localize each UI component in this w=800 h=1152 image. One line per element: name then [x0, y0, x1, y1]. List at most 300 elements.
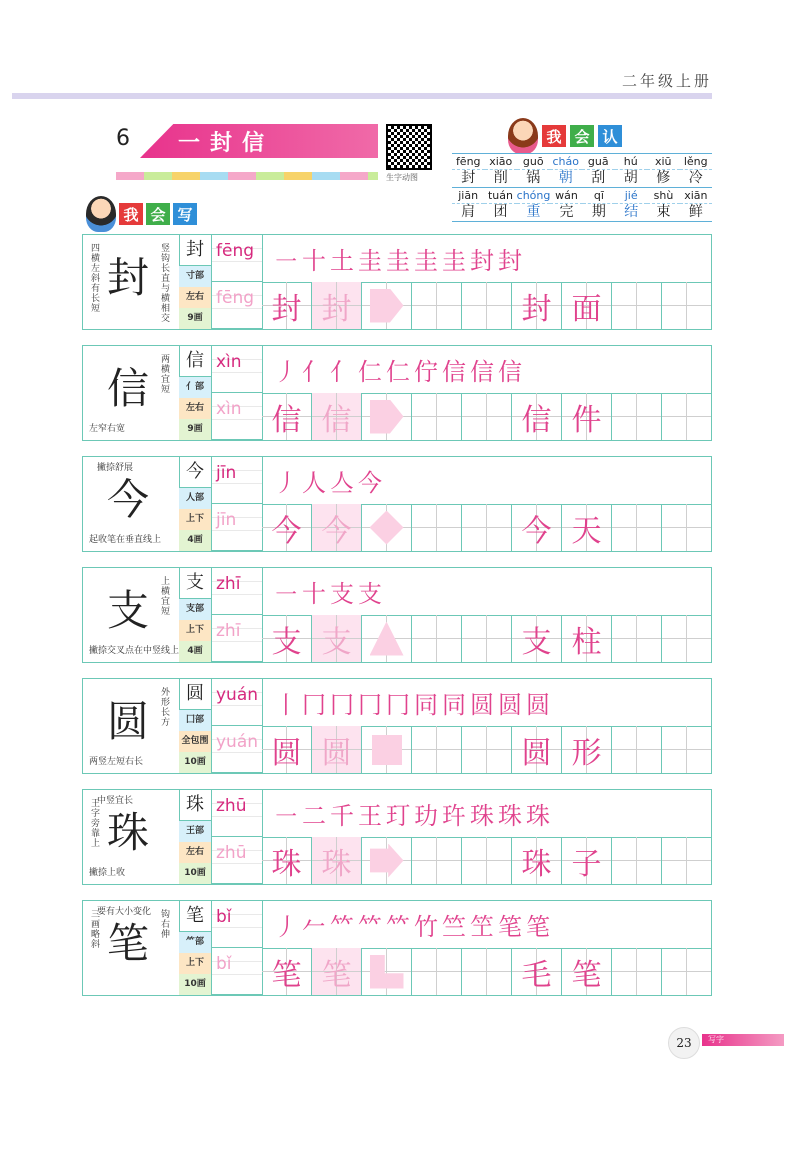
- stroke-step: ㇐: [274, 247, 298, 275]
- girl-avatar-icon: [508, 118, 538, 154]
- practice-cell-empty[interactable]: [462, 837, 512, 884]
- write-badge: 写: [173, 203, 197, 225]
- practice-cells: [262, 504, 711, 551]
- stroke-step: 珠: [526, 802, 550, 830]
- shape-hint-icon: [370, 622, 404, 656]
- stroke-step: 丨: [274, 691, 298, 719]
- model-character: 支: [107, 586, 150, 635]
- hanzi: 结: [615, 203, 647, 221]
- shape-hint-icon: [372, 735, 402, 765]
- stroke-step: 亻: [302, 358, 326, 386]
- note-right: 两横宜短: [159, 354, 169, 394]
- practice-cell-word: 柱: [562, 615, 612, 662]
- hanzi: 胡: [615, 169, 648, 187]
- pinyin-box: [212, 235, 263, 329]
- stroke-step: 王: [358, 802, 382, 830]
- model-box: [83, 346, 180, 440]
- info-character: 支: [179, 568, 211, 599]
- stroke-step: 珠: [470, 802, 494, 830]
- practice-cell-empty[interactable]: [412, 282, 462, 329]
- practice-cell-word: 形: [562, 726, 612, 773]
- recognize-badge: 认: [598, 125, 622, 147]
- shape-hint-icon: [370, 844, 404, 878]
- pinyin-solid: [212, 346, 262, 393]
- info-structure: 上下: [179, 953, 211, 974]
- practice-cell-word: 今: [512, 504, 562, 551]
- stroke-order: [262, 235, 711, 283]
- stroke-step: 人: [302, 469, 326, 497]
- shape-hint-icon: [370, 511, 404, 545]
- pinyin: xiāo: [489, 155, 513, 168]
- stroke-step: 笁: [470, 913, 494, 941]
- recognize-cell: [485, 154, 518, 187]
- pinyin-trace[interactable]: [212, 282, 262, 329]
- character-row: [82, 345, 712, 441]
- pinyin-box: [212, 568, 263, 662]
- note-top: 中竖宜长: [97, 796, 134, 806]
- character-row: [82, 456, 712, 552]
- note-right: 竖钩长直与横相交: [159, 243, 169, 323]
- pinyin-solid: [212, 235, 262, 282]
- practice-cell-word: 子: [562, 837, 612, 884]
- stroke-order: [262, 679, 711, 727]
- pinyin-solid: [212, 568, 262, 615]
- write-badge: 会: [146, 203, 170, 225]
- info-radical: 亻部: [179, 377, 211, 398]
- note-bottom: 两竖左短右长: [89, 757, 144, 767]
- stroke-step: 冂: [330, 691, 354, 719]
- stroke-step: 仁: [358, 358, 382, 386]
- practice-cell-model: 珠: [262, 837, 312, 884]
- pinyin-text: bǐ: [216, 907, 232, 927]
- practice-cell-model: 信: [262, 393, 312, 440]
- stroke-step: 封: [498, 247, 522, 275]
- char-info: [179, 346, 212, 440]
- pinyin: jié: [624, 189, 638, 202]
- practice-cell-empty[interactable]: [462, 282, 512, 329]
- pinyin-solid: [212, 679, 262, 726]
- info-radical: 支部: [179, 599, 211, 620]
- practice-cell-empty[interactable]: [662, 615, 711, 662]
- info-stroke-count: 4画: [179, 641, 211, 662]
- info-radical: 王部: [179, 821, 211, 842]
- hanzi: 锅: [517, 169, 550, 187]
- hanzi: 封: [452, 169, 485, 187]
- practice-cell-trace[interactable]: 珠: [312, 837, 362, 884]
- stroke-step: 玝: [442, 802, 466, 830]
- pinyin-trace-text: bǐ: [216, 954, 232, 974]
- model-character: 珠: [107, 808, 150, 857]
- pinyin: fēng: [455, 155, 481, 168]
- practice-cell-empty[interactable]: [612, 504, 662, 551]
- pinyin: chóng: [516, 189, 551, 202]
- hanzi: 肩: [452, 203, 484, 221]
- practice-cell-word: 件: [562, 393, 612, 440]
- practice-cell-empty[interactable]: [662, 948, 711, 995]
- practice-cell-word: 圆: [512, 726, 562, 773]
- stroke-step: 支: [358, 580, 382, 608]
- info-radical: 囗部: [179, 710, 211, 731]
- practice-cell-empty[interactable]: [462, 726, 512, 773]
- note-top: 撇捺舒展: [97, 463, 134, 473]
- character-row: [82, 789, 712, 885]
- pinyin: lěng: [683, 155, 708, 168]
- practice-cell-word: 笔: [562, 948, 612, 995]
- practice-cell-trace[interactable]: 支: [312, 615, 362, 662]
- hanzi: 鲜: [680, 203, 712, 221]
- info-character: 今: [179, 457, 211, 488]
- practice-cell-shape[interactable]: [362, 504, 412, 551]
- pinyin: cháo: [552, 155, 579, 168]
- practice-cells: [262, 837, 711, 884]
- pinyin: wán: [555, 189, 578, 202]
- pinyin: hú: [623, 155, 638, 168]
- stroke-step: 今: [358, 469, 382, 497]
- pinyin-trace[interactable]: [212, 948, 262, 995]
- info-stroke-count: 10画: [179, 863, 211, 884]
- practice-cell-empty[interactable]: [412, 393, 462, 440]
- stroke-step: 同: [442, 691, 466, 719]
- pinyin-solid: [212, 457, 262, 504]
- pinyin-trace[interactable]: [212, 393, 262, 440]
- practice-cell-empty[interactable]: [462, 615, 512, 662]
- info-stroke-count: 10画: [179, 752, 211, 773]
- lesson-number: 6: [116, 126, 130, 151]
- stroke-order: [262, 901, 711, 949]
- recognize-cell: [615, 154, 648, 187]
- stroke-step: 佇: [414, 358, 438, 386]
- character-row: [82, 678, 712, 774]
- hanzi: 束: [647, 203, 679, 221]
- practice-cell-model: 圆: [262, 726, 312, 773]
- model-box: [83, 790, 180, 884]
- hanzi: 朝: [550, 169, 583, 187]
- practice-cell-shape[interactable]: [362, 282, 412, 329]
- pinyin-box: [212, 901, 263, 995]
- recognize-cell: [615, 188, 647, 221]
- practice-cell-trace[interactable]: 笔: [312, 948, 362, 995]
- practice-cell-empty[interactable]: [662, 726, 711, 773]
- pinyin-box: [212, 457, 263, 551]
- hanzi: 完: [550, 203, 582, 221]
- note-left: 四横左斜有长短: [89, 243, 99, 313]
- pinyin: xiān: [684, 189, 708, 202]
- recognize-grid: [452, 153, 712, 222]
- practice-cell-empty[interactable]: [662, 504, 711, 551]
- stroke-step: 笔: [526, 913, 550, 941]
- recognize-cell: [680, 154, 713, 187]
- pinyin: guō: [522, 155, 544, 168]
- note-left: 三画略斜: [89, 909, 99, 949]
- qr-label: 生字动图: [386, 173, 418, 182]
- stroke-step: 圭: [414, 247, 438, 275]
- practice-cell-trace[interactable]: 今: [312, 504, 362, 551]
- practice-cell-empty[interactable]: [412, 615, 462, 662]
- note-left: 王字旁靠上: [89, 798, 99, 848]
- stroke-step: 亻: [330, 358, 354, 386]
- stroke-step: ㇐: [274, 802, 298, 830]
- info-structure: 左右: [179, 398, 211, 419]
- pinyin: qī: [593, 189, 604, 202]
- recognize-row: [452, 187, 712, 222]
- info-character: 珠: [179, 790, 211, 821]
- note-bottom: 撇捺交叉点在中竖线上: [89, 646, 180, 656]
- stroke-step: 玏: [414, 802, 438, 830]
- practice-cell-word: 珠: [512, 837, 562, 884]
- practice-cell-shape[interactable]: [362, 393, 412, 440]
- pinyin-box: [212, 679, 263, 773]
- shape-hint-icon: [370, 289, 404, 323]
- practice-cell-model: 笔: [262, 948, 312, 995]
- pinyin-trace[interactable]: [212, 615, 262, 662]
- info-structure: 左右: [179, 287, 211, 308]
- practice-cell-empty[interactable]: [412, 726, 462, 773]
- pinyin-solid: [212, 901, 262, 948]
- practice-cell-empty[interactable]: [612, 615, 662, 662]
- shape-hint-icon: [370, 955, 404, 989]
- qr-code-icon[interactable]: [386, 124, 432, 170]
- info-stroke-count: 9画: [179, 308, 211, 329]
- write-badge: 我: [119, 203, 143, 225]
- stroke-step: 同: [414, 691, 438, 719]
- hanzi: 修: [647, 169, 680, 187]
- model-box: [83, 568, 180, 662]
- stroke-step: 圆: [498, 691, 522, 719]
- note-right: 上横宜短: [159, 576, 169, 616]
- page-tag: 写字: [702, 1034, 784, 1046]
- recognize-cell: [583, 188, 615, 221]
- note-top: 要有大小变化: [97, 907, 152, 917]
- practice-cell-shape[interactable]: [362, 948, 412, 995]
- character-row: [82, 234, 712, 330]
- recognize-cell: [582, 154, 615, 187]
- stroke-step: 信: [470, 358, 494, 386]
- info-character: 笔: [179, 901, 211, 932]
- practice-cells: [262, 615, 711, 662]
- recognize-cell: [517, 154, 550, 187]
- model-character: 信: [107, 364, 150, 413]
- pinyin: xiū: [654, 155, 672, 168]
- stroke-step: 珠: [498, 802, 522, 830]
- pinyin-box: [212, 790, 263, 884]
- shape-hint-icon: [370, 400, 404, 434]
- stroke-step: 土: [330, 247, 354, 275]
- stroke-order: [262, 346, 711, 394]
- stroke-step: 玎: [386, 802, 410, 830]
- pinyin-trace-text: zhū: [216, 843, 247, 863]
- stroke-step: 竺: [442, 913, 466, 941]
- character-row: [82, 567, 712, 663]
- practice-cell-word: 信: [512, 393, 562, 440]
- stroke-order: [262, 457, 711, 505]
- practice-cell-empty[interactable]: [462, 393, 512, 440]
- hanzi: 削: [485, 169, 518, 187]
- pinyin-trace-text: zhī: [216, 621, 241, 641]
- info-character: 封: [179, 235, 211, 266]
- stroke-step: 𠂉: [302, 913, 326, 941]
- stroke-step: 丿: [274, 913, 298, 941]
- note-bottom: 撇捺上收: [89, 868, 126, 878]
- practice-cells: [262, 282, 711, 329]
- practice-cells: [262, 948, 711, 995]
- stroke-step: 丿: [274, 358, 298, 386]
- stroke-step: 亼: [330, 469, 354, 497]
- practice-cells: [262, 393, 711, 440]
- stroke-step: 竹: [414, 913, 438, 941]
- lesson-title: 一封信: [178, 130, 275, 156]
- char-info: [179, 790, 212, 884]
- practice-cells: [262, 726, 711, 773]
- info-radical: 人部: [179, 488, 211, 509]
- practice-cell-empty[interactable]: [412, 837, 462, 884]
- top-divider: [12, 93, 712, 99]
- stroke-step: 笔: [498, 913, 522, 941]
- char-info: [179, 679, 212, 773]
- practice-cell-empty[interactable]: [612, 948, 662, 995]
- pinyin-trace-text: fēng: [216, 288, 255, 308]
- practice-cell-shape[interactable]: [362, 837, 412, 884]
- note-bottom: 左窄右宽: [89, 424, 126, 434]
- stroke-step: 圆: [526, 691, 550, 719]
- stroke-step: 冂: [386, 691, 410, 719]
- pinyin-text: xìn: [216, 352, 242, 372]
- pinyin-trace-text: yuán: [216, 732, 259, 752]
- practice-cell-empty[interactable]: [612, 837, 662, 884]
- stroke-step: ㇐: [274, 580, 298, 608]
- stroke-step: 信: [442, 358, 466, 386]
- hanzi: 刮: [582, 169, 615, 187]
- practice-cell-trace[interactable]: 圆: [312, 726, 362, 773]
- practice-cell-shape[interactable]: [362, 615, 412, 662]
- stroke-step: 封: [470, 247, 494, 275]
- practice-cell-model: 今: [262, 504, 312, 551]
- page-number: 23: [668, 1027, 700, 1059]
- practice-cell-word: 支: [512, 615, 562, 662]
- pinyin-text: zhī: [216, 574, 241, 594]
- recognize-cell: [517, 188, 551, 221]
- pinyin-trace[interactable]: [212, 837, 262, 884]
- practice-cell-empty[interactable]: [612, 282, 662, 329]
- practice-cell-model: 封: [262, 282, 312, 329]
- hanzi: 团: [484, 203, 516, 221]
- pinyin-trace[interactable]: [212, 504, 262, 551]
- recognize-cell: [484, 188, 516, 221]
- info-stroke-count: 4画: [179, 530, 211, 551]
- pinyin-solid: [212, 790, 262, 837]
- boy-avatar-icon: [86, 196, 116, 232]
- practice-cell-empty[interactable]: [462, 504, 512, 551]
- info-stroke-count: 9画: [179, 419, 211, 440]
- stroke-step: 圆: [470, 691, 494, 719]
- recognize-cell: [680, 188, 712, 221]
- info-stroke-count: 10画: [179, 974, 211, 995]
- stroke-step: 十: [302, 580, 326, 608]
- char-info: [179, 457, 212, 551]
- info-structure: 左右: [179, 842, 211, 863]
- stroke-order: [262, 568, 711, 616]
- model-character: 封: [107, 253, 150, 302]
- stroke-order: [262, 790, 711, 838]
- pinyin-text: fēng: [216, 241, 255, 261]
- practice-cell-model: 支: [262, 615, 312, 662]
- practice-cell-empty[interactable]: [662, 393, 711, 440]
- recognize-cell: [452, 188, 484, 221]
- pinyin: jiān: [458, 189, 479, 202]
- practice-cell-empty[interactable]: [612, 393, 662, 440]
- info-structure: 上下: [179, 620, 211, 641]
- note-right: 外形长方: [159, 687, 169, 727]
- model-character: 笔: [107, 919, 150, 968]
- stroke-step: 𥫗: [386, 913, 410, 941]
- model-character: 今: [107, 475, 150, 524]
- pinyin-trace-text: xìn: [216, 399, 242, 419]
- recognize-cell: [550, 188, 582, 221]
- info-radical: ⺮部: [179, 932, 211, 953]
- practice-cell-word: 封: [512, 282, 562, 329]
- recognize-badge: 会: [570, 125, 594, 147]
- pinyin: shù: [653, 189, 674, 202]
- info-radical: 寸部: [179, 266, 211, 287]
- pinyin-trace[interactable]: [212, 726, 262, 773]
- practice-cell-empty[interactable]: [412, 504, 462, 551]
- stroke-step: 𥫗: [358, 913, 382, 941]
- pinyin: tuán: [487, 189, 513, 202]
- stroke-step: 圭: [358, 247, 382, 275]
- model-box: [83, 235, 180, 329]
- practice-cell-shape[interactable]: [362, 726, 412, 773]
- char-info: [179, 901, 212, 995]
- stroke-step: 圭: [386, 247, 410, 275]
- note-right: 钩右伸: [159, 909, 169, 939]
- recognize-cell: [647, 154, 680, 187]
- practice-cell-empty[interactable]: [662, 282, 711, 329]
- stroke-step: 信: [498, 358, 522, 386]
- practice-cell-word: 面: [562, 282, 612, 329]
- stroke-step: 丿: [274, 469, 298, 497]
- info-character: 信: [179, 346, 211, 377]
- hanzi: 冷: [680, 169, 713, 187]
- recognize-cell: [452, 154, 485, 187]
- recognize-badge: 我: [542, 125, 566, 147]
- practice-cell-empty[interactable]: [412, 948, 462, 995]
- practice-cell-empty[interactable]: [612, 726, 662, 773]
- stroke-step: 𥫗: [330, 913, 354, 941]
- pinyin-text: zhū: [216, 796, 247, 816]
- stroke-step: 圭: [442, 247, 466, 275]
- pinyin-box: [212, 346, 263, 440]
- stroke-step: 冂: [302, 691, 326, 719]
- practice-cell-word: 毛: [512, 948, 562, 995]
- stroke-step: 千: [330, 802, 354, 830]
- practice-cell-word: 天: [562, 504, 612, 551]
- info-structure: 全包围: [179, 731, 211, 752]
- stroke-step: 支: [330, 580, 354, 608]
- pinyin: guā: [587, 155, 609, 168]
- model-box: [83, 901, 180, 995]
- practice-cell-empty[interactable]: [662, 837, 711, 884]
- pinyin-text: jīn: [216, 463, 237, 483]
- stroke-step: 二: [302, 802, 326, 830]
- practice-cell-trace[interactable]: 信: [312, 393, 362, 440]
- hanzi: 重: [517, 203, 551, 221]
- practice-cell-empty[interactable]: [462, 948, 512, 995]
- practice-cell-trace[interactable]: 封: [312, 282, 362, 329]
- model-box: [83, 679, 180, 773]
- model-box: [83, 457, 180, 551]
- hanzi: 期: [583, 203, 615, 221]
- recognize-cell: [550, 154, 583, 187]
- pinyin-text: yuán: [216, 685, 259, 705]
